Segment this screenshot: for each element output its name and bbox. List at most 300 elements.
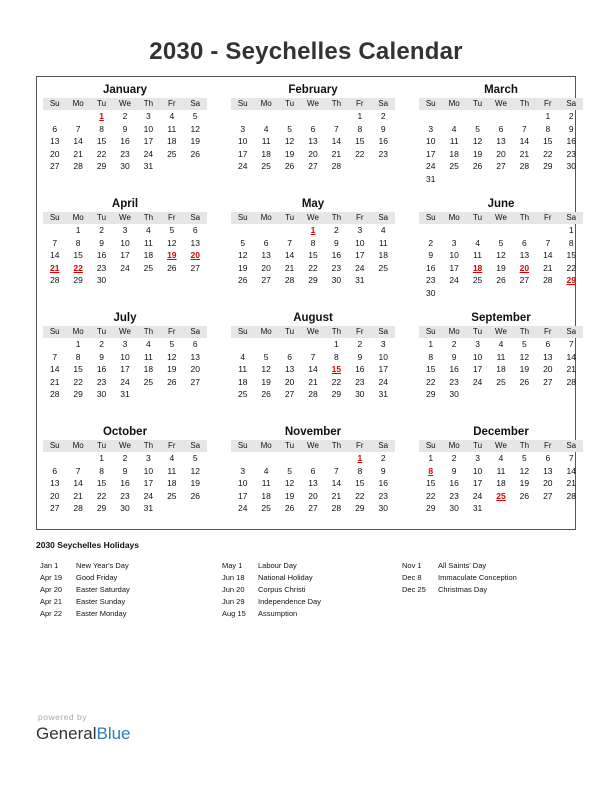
weekday-label: We	[307, 441, 319, 450]
weekday-label: Sa	[566, 327, 577, 336]
weekday-label: Fr	[356, 99, 364, 108]
day-cell: 20	[261, 262, 271, 273]
empty-day-cell	[66, 452, 89, 465]
holiday-name: National Holiday	[258, 573, 313, 582]
week-row	[419, 237, 583, 250]
day-cell: 6	[192, 339, 198, 349]
day-cell: 2	[568, 111, 574, 121]
weekday-label: Tu	[97, 441, 107, 450]
day-cell: 23	[96, 262, 107, 273]
month-name: May	[301, 198, 325, 210]
day-cell: 23	[425, 275, 436, 286]
empty-day-cell	[254, 110, 277, 123]
day-cell: 6	[287, 351, 292, 362]
day-cell: 24	[355, 262, 365, 273]
day-cell: 7	[75, 123, 81, 134]
day-cell: 29	[96, 161, 107, 172]
week-row	[231, 262, 395, 275]
empty-day-cell	[513, 502, 536, 515]
empty-day-cell	[184, 274, 207, 287]
day-cell: 23	[566, 148, 576, 159]
day-cell: 26	[167, 262, 177, 273]
day-cell: 19	[519, 478, 530, 489]
empty-day-cell	[254, 338, 277, 351]
day-cell: 22	[425, 490, 436, 501]
day-cell: 5	[240, 237, 246, 248]
day-cell: 19	[284, 490, 295, 501]
day-cell: 9	[334, 237, 339, 248]
day-cell: 14	[284, 250, 295, 261]
holiday-item	[36, 596, 216, 608]
day-cell: 27	[190, 376, 200, 387]
day-cell: 1	[310, 225, 316, 235]
holiday-name: Labour Day	[258, 561, 297, 570]
day-cell: 13	[543, 351, 553, 362]
week-row	[43, 477, 207, 490]
day-cell: 20	[49, 148, 60, 159]
empty-day-cell	[43, 452, 66, 465]
day-cell: 4	[263, 465, 269, 476]
day-cell: 3	[240, 465, 246, 476]
day-cell: 16	[331, 250, 342, 261]
day-cell: 26	[519, 376, 530, 387]
weekday-label: Fr	[168, 99, 176, 108]
week-row	[43, 490, 207, 503]
day-cell: 3	[357, 225, 363, 235]
day-cell: 11	[473, 250, 482, 261]
day-cell: 22	[96, 490, 107, 501]
holiday-date: Jun 18	[222, 573, 245, 582]
weekday-label: Mo	[72, 327, 84, 336]
month-name: April	[111, 198, 139, 210]
day-cell: 18	[472, 262, 483, 273]
day-cell: 28	[73, 503, 83, 514]
day-cell: 21	[519, 148, 530, 159]
empty-day-cell	[466, 287, 489, 300]
week-row	[231, 363, 395, 376]
day-cell: 23	[378, 148, 388, 159]
weekday-label: Fr	[168, 213, 176, 222]
weekday-label: Sa	[190, 441, 201, 450]
day-cell: 9	[357, 351, 363, 362]
weekday-label: Th	[331, 327, 342, 336]
weekday-label: Th	[143, 213, 154, 222]
day-cell: 4	[475, 237, 480, 248]
day-cell: 7	[310, 351, 316, 362]
empty-day-cell	[442, 110, 465, 123]
day-cell: 18	[261, 490, 271, 501]
weekday-label: Mo	[72, 99, 84, 108]
day-cell: 17	[143, 136, 154, 147]
day-cell: 19	[472, 148, 483, 159]
brand-general: General	[36, 724, 97, 743]
week-row	[419, 477, 583, 490]
week-row	[43, 363, 207, 376]
day-cell: 14	[331, 136, 342, 147]
day-cell: 12	[167, 351, 177, 362]
day-cell: 25	[261, 503, 271, 514]
weekday-label: Fr	[544, 327, 552, 336]
weekday-label: Th	[519, 213, 530, 222]
day-cell: 2	[99, 225, 104, 235]
week-row	[419, 148, 583, 161]
day-cell: 25	[143, 376, 154, 387]
weekday-label: Th	[519, 99, 530, 108]
day-cell: 26	[284, 503, 295, 514]
day-cell: 27	[190, 262, 200, 273]
week-row	[231, 148, 395, 161]
empty-day-cell	[231, 452, 254, 465]
day-cell: 3	[475, 339, 480, 349]
month-name: January	[102, 84, 148, 96]
weekday-header	[231, 212, 395, 224]
day-cell: 19	[190, 136, 200, 147]
day-cell: 14	[566, 351, 576, 362]
day-cell: 11	[261, 478, 271, 489]
day-cell: 5	[263, 351, 269, 362]
day-cell: 28	[49, 389, 60, 400]
day-cell: 13	[496, 136, 506, 147]
day-cell: 4	[451, 123, 457, 134]
day-cell: 22	[566, 262, 576, 273]
holiday-name: Independence Day	[258, 597, 321, 606]
weekday-label: Sa	[566, 441, 577, 450]
empty-day-cell	[536, 173, 559, 186]
empty-day-cell	[66, 110, 89, 123]
day-cell: 16	[96, 250, 107, 261]
day-cell: 11	[167, 465, 177, 476]
day-cell: 9	[380, 123, 386, 134]
day-cell: 11	[496, 465, 506, 476]
day-cell: 3	[146, 453, 151, 463]
weekday-label: We	[119, 327, 131, 336]
week-row	[419, 262, 583, 275]
day-cell: 13	[308, 136, 318, 147]
day-cell: 29	[96, 503, 107, 514]
day-cell: 29	[331, 389, 342, 400]
empty-day-cell	[184, 502, 207, 515]
weekday-label: Tu	[285, 441, 295, 450]
week-row	[231, 135, 395, 148]
day-cell: 6	[52, 123, 58, 134]
month-name: August	[293, 312, 333, 324]
weekday-label: Fr	[168, 327, 176, 336]
day-cell: 18	[496, 364, 506, 375]
week-row	[231, 502, 395, 515]
day-cell: 30	[120, 503, 130, 514]
day-cell: 1	[428, 453, 434, 463]
day-cell: 2	[357, 339, 363, 349]
day-cell: 2	[451, 453, 457, 463]
day-cell: 18	[237, 376, 248, 387]
weekday-label: Sa	[378, 213, 389, 222]
day-cell: 18	[143, 250, 154, 261]
month-november	[231, 425, 395, 515]
week-row	[419, 452, 583, 465]
day-cell: 22	[355, 490, 365, 501]
day-cell: 19	[519, 364, 530, 375]
empty-day-cell	[513, 287, 536, 300]
weekday-label: Tu	[285, 213, 295, 222]
holiday-item	[218, 584, 398, 596]
weekday-label: Su	[425, 99, 436, 108]
day-cell: 28	[519, 161, 530, 172]
day-cell: 11	[238, 364, 248, 375]
day-cell: 1	[99, 111, 104, 121]
holiday-name: Easter Monday	[76, 609, 127, 618]
day-cell: 4	[146, 225, 151, 235]
empty-day-cell	[513, 224, 536, 237]
month-name: July	[113, 312, 137, 324]
day-cell: 13	[190, 351, 200, 362]
day-cell: 8	[428, 465, 434, 476]
day-cell: 25	[167, 148, 177, 159]
day-cell: 8	[310, 237, 316, 248]
day-cell: 15	[566, 250, 576, 261]
day-cell: 8	[545, 123, 551, 134]
weekday-label: We	[119, 99, 131, 108]
weekday-label: Sa	[378, 441, 389, 450]
weekday-label: Th	[519, 441, 530, 450]
day-cell: 31	[425, 173, 436, 184]
holiday-date: Dec 25	[402, 585, 426, 594]
day-cell: 21	[73, 490, 83, 501]
day-cell: 1	[357, 453, 363, 463]
day-cell: 25	[378, 262, 388, 273]
weekday-label: Tu	[285, 327, 295, 336]
holiday-item	[218, 596, 398, 608]
day-cell: 5	[498, 237, 504, 248]
weekday-label: Mo	[448, 99, 460, 108]
empty-day-cell	[43, 224, 66, 237]
day-cell: 10	[355, 237, 365, 248]
day-cell: 21	[331, 148, 342, 159]
day-cell: 14	[49, 364, 60, 375]
day-cell: 31	[143, 161, 154, 172]
day-cell: 10	[472, 465, 483, 476]
holiday-date: Jun 29	[222, 597, 245, 606]
day-cell: 25	[472, 275, 483, 286]
weekday-label: Fr	[356, 327, 364, 336]
day-cell: 23	[331, 262, 342, 273]
empty-day-cell	[419, 224, 442, 237]
holiday-column	[398, 560, 578, 596]
day-cell: 30	[378, 503, 388, 514]
day-cell: 24	[378, 376, 388, 387]
day-cell: 3	[380, 339, 386, 349]
weekday-label: We	[307, 99, 319, 108]
day-cell: 22	[543, 148, 553, 159]
day-cell: 24	[143, 490, 154, 501]
weekday-label: Su	[49, 327, 60, 336]
empty-day-cell	[466, 388, 489, 401]
day-cell: 22	[355, 148, 365, 159]
week-row	[43, 452, 207, 465]
day-cell: 8	[357, 123, 363, 134]
day-cell: 1	[75, 339, 81, 349]
week-row	[43, 237, 207, 250]
weekday-label: Tu	[97, 213, 107, 222]
day-cell: 4	[169, 453, 175, 463]
week-row	[231, 477, 395, 490]
day-cell: 26	[190, 490, 200, 501]
day-cell: 9	[451, 465, 457, 476]
month-october	[43, 425, 207, 515]
day-cell: 12	[167, 237, 177, 248]
day-cell: 27	[496, 161, 506, 172]
day-cell: 29	[566, 275, 576, 286]
brand-logo[interactable]	[36, 724, 131, 744]
day-cell: 30	[425, 287, 436, 298]
holiday-name: Good Friday	[76, 573, 118, 582]
day-cell: 17	[472, 478, 483, 489]
holiday-date: Nov 1	[402, 561, 422, 570]
day-cell: 15	[355, 478, 365, 489]
day-cell: 7	[334, 123, 339, 134]
day-cell: 23	[120, 148, 130, 159]
week-row	[231, 123, 395, 136]
empty-day-cell	[560, 173, 583, 186]
empty-day-cell	[301, 110, 324, 123]
empty-day-cell	[536, 287, 559, 300]
day-cell: 21	[308, 376, 318, 387]
month-february	[231, 83, 395, 173]
day-cell: 26	[237, 275, 248, 286]
day-cell: 21	[543, 262, 553, 273]
day-cell: 22	[308, 262, 318, 273]
empty-day-cell	[560, 502, 583, 515]
day-cell: 17	[472, 364, 483, 375]
weekday-label: Fr	[544, 441, 552, 450]
day-cell: 21	[284, 262, 295, 273]
week-row	[231, 249, 395, 262]
day-cell: 28	[49, 275, 60, 286]
day-cell: 22	[96, 148, 107, 159]
week-row	[43, 110, 207, 123]
weekday-label: Th	[331, 99, 342, 108]
day-cell: 5	[192, 111, 198, 121]
day-cell: 11	[143, 351, 153, 362]
day-cell: 7	[334, 465, 339, 476]
weekday-label: Sa	[566, 213, 577, 222]
holiday-date: Jan 1	[40, 561, 59, 570]
day-cell: 30	[331, 275, 342, 286]
day-cell: 24	[237, 503, 248, 514]
weekday-label: Th	[519, 327, 530, 336]
day-cell: 31	[355, 275, 365, 286]
day-cell: 15	[308, 250, 318, 261]
day-cell: 8	[357, 465, 363, 476]
day-cell: 17	[143, 478, 154, 489]
day-cell: 16	[120, 478, 130, 489]
holiday-name: All Saints' Day	[438, 561, 487, 570]
day-cell: 17	[378, 364, 388, 375]
empty-day-cell	[325, 452, 348, 465]
holiday-item	[36, 560, 216, 572]
day-cell: 24	[120, 376, 130, 387]
weekday-label: Tu	[473, 99, 483, 108]
day-cell: 15	[355, 136, 365, 147]
page-title: 2030 - Seychelles Calendar	[149, 38, 463, 65]
week-row	[419, 135, 583, 148]
day-cell: 21	[73, 148, 83, 159]
day-cell: 17	[425, 148, 436, 159]
holiday-name: Immaculate Conception	[438, 573, 517, 582]
day-cell: 17	[237, 148, 248, 159]
weekday-label: Su	[49, 213, 60, 222]
powered-by-text: powered by	[38, 712, 87, 722]
month-name: November	[284, 426, 342, 438]
week-row	[43, 502, 207, 515]
day-cell: 14	[566, 465, 576, 476]
day-cell: 27	[49, 503, 60, 514]
holiday-item	[36, 584, 216, 596]
day-cell: 8	[334, 351, 339, 362]
week-row	[231, 338, 395, 351]
day-cell: 5	[169, 225, 175, 235]
empty-day-cell	[278, 110, 301, 123]
weekday-label: Su	[237, 99, 248, 108]
empty-day-cell	[231, 338, 254, 351]
day-cell: 25	[143, 262, 154, 273]
day-cell: 30	[449, 503, 459, 514]
empty-day-cell	[489, 388, 512, 401]
weekday-label: We	[495, 441, 507, 450]
day-cell: 25	[167, 490, 177, 501]
day-cell: 5	[522, 453, 527, 463]
day-cell: 29	[425, 503, 436, 514]
day-cell: 10	[237, 136, 248, 147]
day-cell: 16	[449, 364, 459, 375]
empty-day-cell	[184, 388, 207, 401]
day-cell: 25	[449, 161, 459, 172]
empty-day-cell	[137, 274, 160, 287]
day-cell: 11	[378, 237, 388, 248]
day-cell: 2	[99, 339, 104, 349]
day-cell: 4	[146, 339, 151, 349]
month-name: March	[484, 84, 518, 96]
day-cell: 18	[496, 478, 506, 489]
empty-day-cell	[419, 110, 442, 123]
day-cell: 3	[475, 453, 480, 463]
day-cell: 17	[120, 364, 130, 375]
empty-day-cell	[536, 388, 559, 401]
weekday-label: Tu	[285, 99, 295, 108]
empty-day-cell	[442, 224, 465, 237]
weekday-label: Sa	[190, 213, 201, 222]
day-cell: 22	[425, 376, 436, 387]
week-row	[43, 338, 207, 351]
holiday-date: Apr 19	[40, 573, 63, 582]
weekday-label: Mo	[260, 99, 272, 108]
day-cell: 7	[75, 465, 81, 476]
week-row	[419, 160, 583, 173]
empty-day-cell	[278, 452, 301, 465]
day-cell: 3	[146, 111, 151, 121]
holiday-item	[218, 608, 398, 620]
day-cell: 12	[519, 351, 530, 362]
holiday-name: New Year's Day	[76, 561, 129, 570]
day-cell: 6	[52, 465, 58, 476]
holiday-name: Easter Saturday	[76, 585, 130, 594]
day-cell: 13	[49, 136, 60, 147]
day-cell: 13	[308, 478, 318, 489]
day-cell: 29	[73, 389, 83, 400]
day-cell: 5	[287, 123, 292, 134]
weekday-label: Fr	[356, 213, 364, 222]
day-cell: 9	[380, 465, 386, 476]
day-cell: 5	[522, 339, 527, 349]
